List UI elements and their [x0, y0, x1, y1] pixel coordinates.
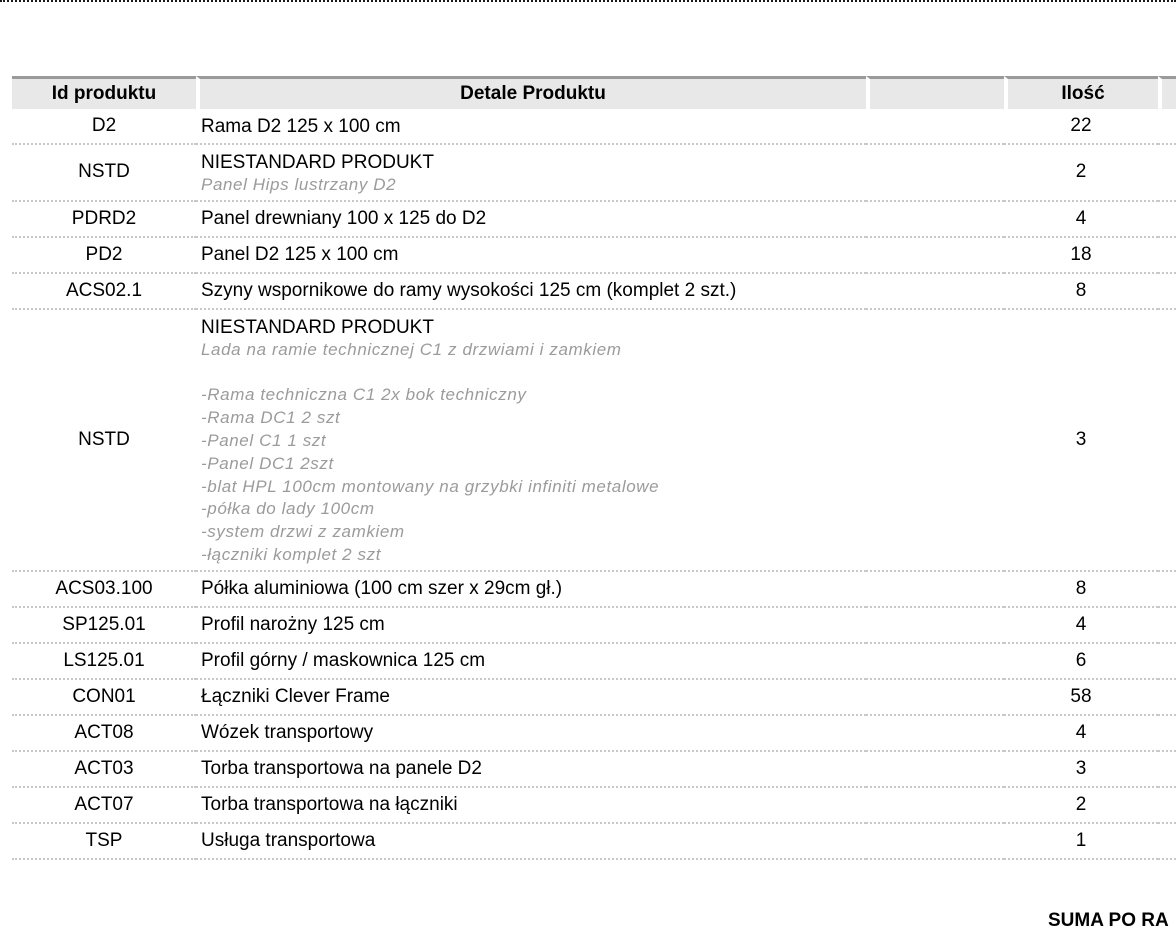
extra-cell	[1158, 644, 1176, 680]
product-name: Wózek transportowy	[201, 722, 374, 744]
extra-cell	[1158, 238, 1176, 274]
product-id-cell: ACS03.100	[12, 572, 196, 608]
quantity-cell: 4	[1004, 608, 1158, 644]
blank-cell	[866, 202, 1004, 238]
product-name: Profil narożny 125 cm	[201, 614, 385, 636]
product-id-cell: NSTD	[12, 310, 196, 572]
table-row	[12, 310, 1176, 572]
table-row	[12, 572, 1176, 608]
table-row	[12, 202, 1176, 238]
extra-cell	[1158, 680, 1176, 716]
product-name: Łączniki Clever Frame	[201, 686, 390, 708]
product-name: Panel D2 125 x 100 cm	[201, 244, 399, 266]
table-row	[12, 238, 1176, 274]
header-details: Detale Produktu	[196, 76, 866, 109]
quantity-cell: 6	[1004, 644, 1158, 680]
quantity-cell: 3	[1004, 752, 1158, 788]
extra-cell	[1158, 788, 1176, 824]
table-row	[12, 824, 1176, 860]
product-details-cell	[196, 109, 866, 145]
extra-cell	[1158, 572, 1176, 608]
blank-cell	[866, 680, 1004, 716]
product-details-cell	[196, 145, 866, 202]
quantity-cell: 2	[1004, 145, 1158, 202]
extra-cell	[1158, 752, 1176, 788]
product-name: Usługa transportowa	[201, 830, 376, 852]
extra-cell	[1158, 716, 1176, 752]
table-body	[12, 109, 1176, 860]
quantity-cell: 8	[1004, 572, 1158, 608]
product-details-cell	[196, 202, 866, 238]
extra-cell	[1158, 145, 1176, 202]
product-id-cell: NSTD	[12, 145, 196, 202]
blank-cell	[866, 824, 1004, 860]
product-id-cell: PDRD2	[12, 202, 196, 238]
product-details-cell	[196, 788, 866, 824]
extra-cell	[1158, 310, 1176, 572]
product-details-cell	[196, 238, 866, 274]
product-id-cell: ACT03	[12, 752, 196, 788]
table-row	[12, 788, 1176, 824]
product-name: Profil górny / maskownica 125 cm	[201, 650, 486, 672]
table-row	[12, 716, 1176, 752]
footer-sum-label: SUMA PO RA	[1048, 910, 1169, 931]
quantity-cell: 3	[1004, 310, 1158, 572]
product-id-cell: CON01	[12, 680, 196, 716]
blank-cell	[866, 752, 1004, 788]
product-id-cell: ACT08	[12, 716, 196, 752]
extra-cell	[1158, 274, 1176, 310]
product-id-cell: LS125.01	[12, 644, 196, 680]
product-details-cell	[196, 310, 866, 572]
product-details-cell	[196, 824, 866, 860]
products-table-wrap	[12, 76, 1176, 860]
table-row	[12, 644, 1176, 680]
table-row	[12, 608, 1176, 644]
blank-cell	[866, 608, 1004, 644]
table-row	[12, 274, 1176, 310]
table-row	[12, 145, 1176, 202]
extra-cell	[1158, 109, 1176, 145]
product-name: Panel drewniany 100 x 125 do D2	[201, 208, 487, 230]
product-id-cell: D2	[12, 109, 196, 145]
product-id-cell: ACT07	[12, 788, 196, 824]
table-row	[12, 109, 1176, 145]
product-note: Panel Hips lustrzany D2	[201, 175, 397, 194]
extra-cell	[1158, 202, 1176, 238]
header-qty: Ilość	[1004, 76, 1158, 109]
product-name: NIESTANDARD PRODUKT	[201, 316, 434, 338]
product-details-cell	[196, 572, 866, 608]
top-dotted-divider	[0, 0, 1176, 5]
extra-cell	[1158, 608, 1176, 644]
quantity-cell: 22	[1004, 109, 1158, 145]
extra-cell	[1158, 824, 1176, 860]
table-header-row	[12, 76, 1176, 109]
quantity-cell: 4	[1004, 716, 1158, 752]
quantity-cell: 2	[1004, 788, 1158, 824]
product-name: Rama D2 125 x 100 cm	[201, 115, 401, 137]
quantity-cell: 8	[1004, 274, 1158, 310]
blank-cell	[866, 716, 1004, 752]
blank-cell	[866, 274, 1004, 310]
product-details-cell	[196, 608, 866, 644]
product-name: Torba transportowa na panele D2	[201, 758, 482, 780]
product-name: NIESTANDARD PRODUKT	[201, 152, 434, 173]
blank-cell	[866, 572, 1004, 608]
product-name: Szyny wspornikowe do ramy wysokości 125 cm (komplet 2 szt.)	[201, 280, 737, 302]
blank-cell	[866, 788, 1004, 824]
blank-cell	[866, 109, 1004, 145]
quantity-cell: 4	[1004, 202, 1158, 238]
table-row	[12, 680, 1176, 716]
header-id: Id produktu	[12, 76, 196, 109]
quantity-cell: 18	[1004, 238, 1158, 274]
products-table	[12, 76, 1176, 860]
product-id-cell: TSP	[12, 824, 196, 860]
product-name: Torba transportowa na łączniki	[201, 794, 458, 816]
header-extra	[1158, 76, 1176, 109]
product-details-cell	[196, 680, 866, 716]
header-blank	[866, 76, 1004, 109]
product-details-cell	[196, 274, 866, 310]
product-id-cell: PD2	[12, 238, 196, 274]
quantity-cell: 1	[1004, 824, 1158, 860]
product-details-cell	[196, 716, 866, 752]
blank-cell	[866, 310, 1004, 572]
product-id-cell: ACS02.1	[12, 274, 196, 310]
blank-cell	[866, 644, 1004, 680]
product-details-cell	[196, 752, 866, 788]
table-row	[12, 752, 1176, 788]
blank-cell	[866, 238, 1004, 274]
blank-cell	[866, 145, 1004, 202]
product-id-cell: SP125.01	[12, 608, 196, 644]
product-note: Lada na ramie technicznej C1 z drzwiami i zamkiem -Rama techniczna C1 2x bok techniczny -Rama DC1 2 szt -Panel C1 1 szt -Panel DC1 2szt -blat HPL 100cm montowany na grzybki infiniti metalowe -półka do lady 100cm -system drzwi z zamkiem -łączniki komplet 2 szt	[201, 339, 660, 564]
product-details-cell	[196, 644, 866, 680]
product-name: Półka aluminiowa (100 cm szer x 29cm gł.)	[201, 578, 563, 600]
quantity-cell: 58	[1004, 680, 1158, 716]
